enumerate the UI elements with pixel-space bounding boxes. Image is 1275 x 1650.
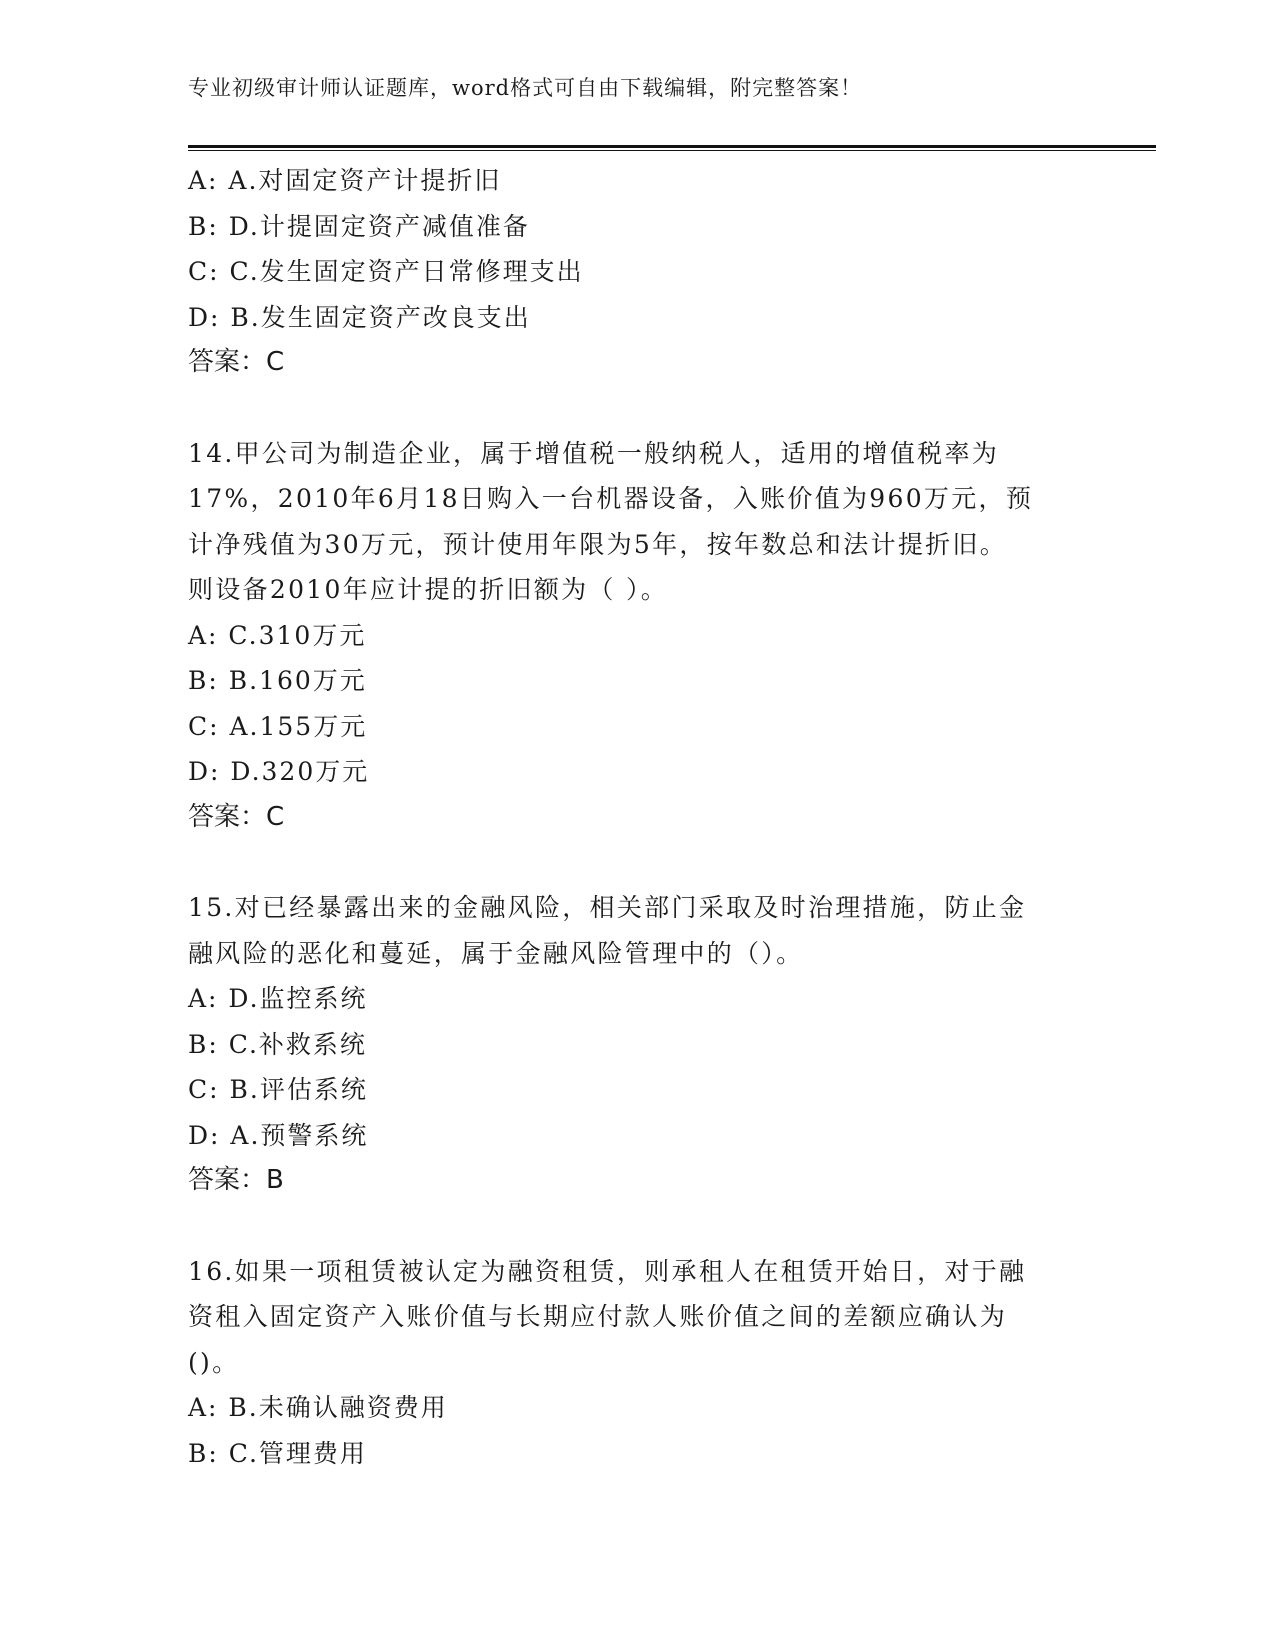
question-stem-line: 计净残值为30万元，预计使用年限为5年，按年数总和法计提折旧。 — [188, 529, 1008, 559]
question-stem-line: 17%，2010年6月18日购入一台机器设备，入账价值为960万元，预 — [188, 484, 1034, 513]
option-b: B: B.160万元 — [188, 666, 367, 695]
option-b: B: C.管理费用 — [188, 1438, 367, 1468]
option-c: C: A.155万元 — [188, 711, 368, 741]
option-a: A: C.310万元 — [188, 620, 367, 650]
option-c: C: C.发生固定资产日常修理支出 — [188, 257, 584, 286]
option-a: A: B.未确认融资费用 — [188, 1393, 448, 1422]
question-stem-line: ()。 — [188, 1347, 240, 1377]
option-a: A: A.对固定资产计提折旧 — [188, 166, 502, 195]
option-d: D: D.320万元 — [188, 757, 370, 786]
question-stem-line: 融风险的恶化和蔓延，属于金融风险管理中的（）。 — [188, 938, 804, 968]
option-b: B: C.补救系统 — [188, 1029, 367, 1059]
answer: 答案：C — [188, 347, 285, 377]
option-b: B: D.计提固定资产减值准备 — [188, 211, 530, 241]
option-a: A: D.监控系统 — [188, 984, 368, 1013]
answer: 答案：B — [188, 1165, 284, 1195]
question-13 — [188, 158, 1088, 386]
question-15 — [188, 885, 1088, 1204]
answer: 答案：C — [188, 801, 285, 832]
page-header: 专业初级审计师认证题库，word格式可自由下载编辑，附完整答案！ — [188, 76, 863, 100]
header-divider — [188, 145, 1156, 151]
question-stem-line: 则设备2010年应计提的折旧额为（ ）。 — [188, 575, 669, 604]
question-14 — [188, 431, 1088, 841]
question-stem-line: 16.如果一项租赁被认定为融资租赁，则承租人在租赁开始日，对于融 — [188, 1256, 1027, 1286]
option-d: D: A.预警系统 — [188, 1120, 369, 1150]
question-stem-line: 资租入固定资产入账价值与长期应付款人账价值之间的差额应确认为 — [188, 1302, 1008, 1331]
question-stem-line: 15.对已经暴露出来的金融风险，相关部门采取及时治理措施，防止金 — [188, 893, 1027, 922]
question-stem-line: 14.甲公司为制造企业，属于增值税一般纳税人，适用的增值税率为 — [188, 438, 1000, 468]
question-16 — [188, 1249, 1088, 1477]
option-c: C: B.评估系统 — [188, 1075, 368, 1104]
option-d: D: B.发生固定资产改良支出 — [188, 302, 531, 332]
question-list — [188, 158, 1088, 1476]
